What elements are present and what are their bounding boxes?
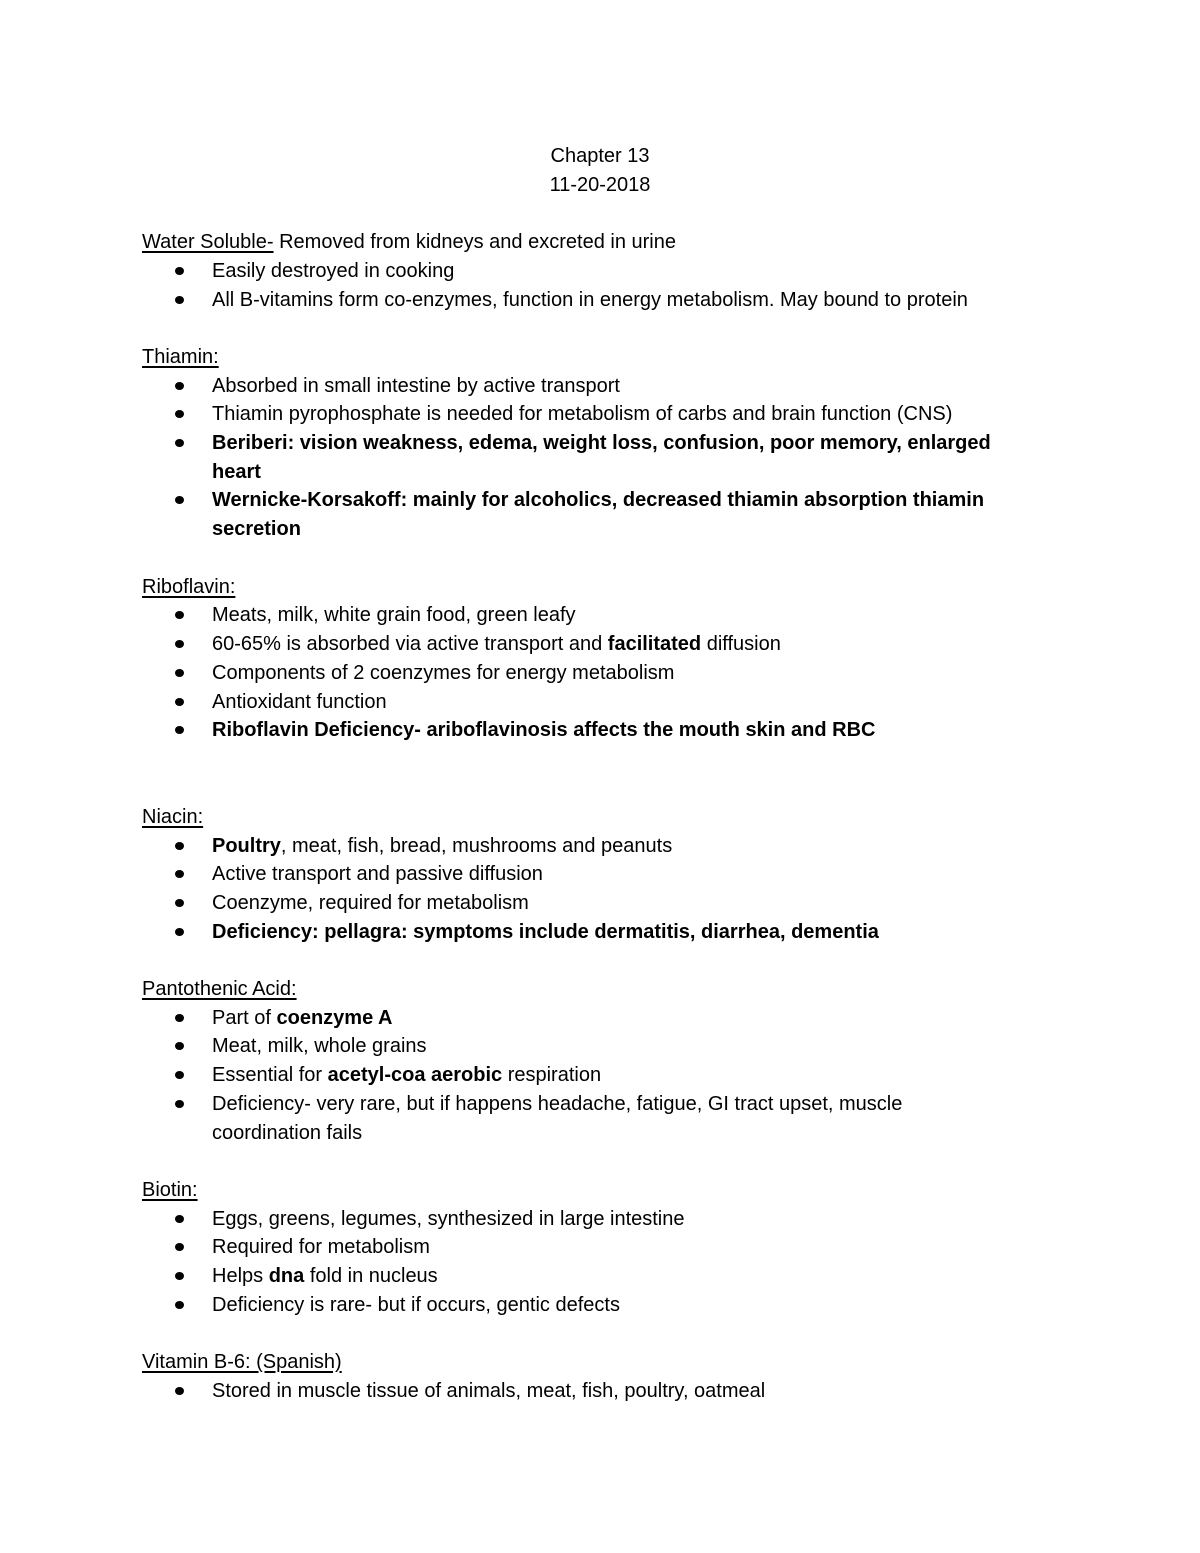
text-run-bold: facilitated <box>607 633 702 655</box>
water-soluble-description: Removed from kidneys and excreted in urine <box>273 231 676 253</box>
wernicke-text: Wernicke-Korsakoff: mainly for alcoholics, decreased thiamin absorption thiamin <box>212 489 985 511</box>
list-item-continuation: coordination fails <box>212 1122 363 1144</box>
list-item: Absorbed in small intestine by active transport <box>212 372 1072 400</box>
water-soluble-intro <box>142 228 676 256</box>
text-run: fold in nucleus <box>304 1265 438 1287</box>
text-run: Part of <box>212 1007 277 1029</box>
list-item: All B-vitamins form co-enzymes, function in energy metabolism. May bound to protein <box>212 286 1072 314</box>
text-run: , meat, fish, bread, mushrooms and peanuts <box>280 835 673 857</box>
vitamin-b6-heading: Vitamin B-6: (Spanish) <box>142 1351 342 1373</box>
list-item <box>212 1061 1072 1089</box>
page-title: Chapter 13 <box>550 145 650 167</box>
list-item <box>212 1262 1072 1290</box>
thiamin-heading: Thiamin: <box>142 346 219 368</box>
list-item: Coenzyme, required for metabolism <box>212 889 1072 917</box>
list-item: Eggs, greens, legumes, synthesized in large intestine <box>212 1205 1072 1233</box>
list-item <box>212 486 1072 514</box>
pantothenic-heading: Pantothenic Acid: <box>142 978 297 1000</box>
text-run-bold: acetyl-coa aerobic <box>327 1064 503 1086</box>
list-item-continuation <box>212 458 261 486</box>
list-item <box>212 1004 1072 1032</box>
biotin-heading: Biotin: <box>142 1179 198 1201</box>
riboflavin-heading: Riboflavin: <box>142 576 236 598</box>
text-run-bold: Poultry <box>212 835 281 857</box>
beriberi-text-cont: heart <box>212 461 261 483</box>
page-date: 11-20-2018 <box>549 174 651 196</box>
list-item <box>212 918 1072 946</box>
list-item: Easily destroyed in cooking <box>212 257 1072 285</box>
text-run: Essential for <box>212 1064 328 1086</box>
text-run-bold: dna <box>268 1265 305 1287</box>
riboflavin-deficiency-text: Riboflavin Deficiency- ariboflavinosis affects the mouth skin and RBC <box>212 719 876 741</box>
list-item: Active transport and passive diffusion <box>212 860 1072 888</box>
text-run: Helps <box>212 1265 269 1287</box>
list-item: Antioxidant function <box>212 688 1072 716</box>
text-run: 60-65% is absorbed via active transport and <box>212 633 608 655</box>
list-item <box>212 630 1072 658</box>
list-item: Stored in muscle tissue of animals, meat, fish, poultry, oatmeal <box>212 1377 1072 1405</box>
text-run: diffusion <box>701 633 781 655</box>
list-item: Thiamin pyrophosphate is needed for metabolism of carbs and brain function (CNS) <box>212 400 1072 428</box>
list-item: Meat, milk, whole grains <box>212 1032 1072 1060</box>
niacin-deficiency-text: Deficiency: pellagra: symptoms include dermatitis, diarrhea, dementia <box>212 921 879 943</box>
list-item: Required for metabolism <box>212 1233 1072 1261</box>
list-item-continuation <box>212 515 301 543</box>
list-item: Components of 2 coenzymes for energy metabolism <box>212 659 1072 687</box>
list-item <box>212 716 1072 744</box>
list-item <box>212 429 1072 457</box>
list-item <box>212 832 1072 860</box>
wernicke-text-cont: secretion <box>212 518 301 540</box>
list-item: Deficiency is rare- but if occurs, gentic defects <box>212 1291 1072 1319</box>
list-item: Meats, milk, white grain food, green leafy <box>212 601 1072 629</box>
list-item: Deficiency- very rare, but if happens headache, fatigue, GI tract upset, muscle <box>212 1090 1072 1118</box>
text-run: respiration <box>502 1064 602 1086</box>
niacin-heading: Niacin: <box>142 806 204 828</box>
water-soluble-heading: Water Soluble- <box>142 231 274 253</box>
text-run-bold: coenzyme A <box>276 1007 393 1029</box>
beriberi-text: Beriberi: vision weakness, edema, weight loss, confusion, poor memory, enlarged <box>212 432 991 454</box>
